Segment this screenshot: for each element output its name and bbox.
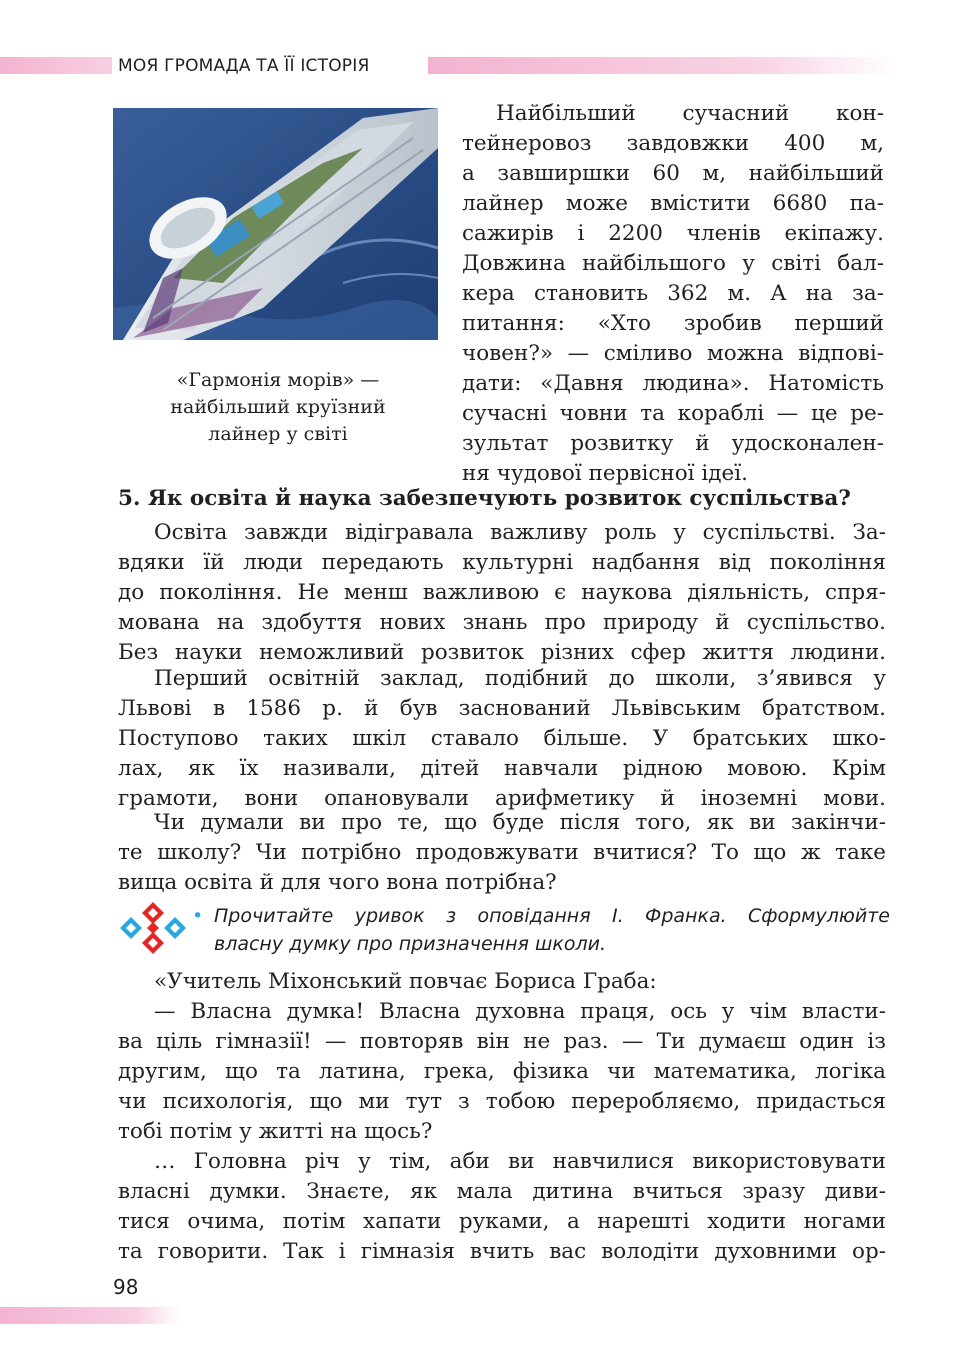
text-line: Перший освітній заклад, подібний до школи, з’явився у — [154, 666, 886, 691]
text-line: кера становить 362 м. А на за- — [462, 281, 884, 306]
text-line: дати: «Давня людина». Натомість — [462, 371, 884, 396]
text-line: вища освіта й для чого вона потрібна? — [118, 870, 557, 895]
text-line: сажирів і 2200 членів екіпажу. — [462, 221, 884, 246]
paragraph-education-role — [118, 518, 886, 668]
text-line: … Головна річ у тім, аби ви навчилися використовувати — [154, 1149, 886, 1174]
text-line: тейнеровоз завдовжки 400 м, — [462, 131, 884, 156]
text-line: грамоти, вони опановували арифметику й іноземні мови. — [118, 786, 886, 811]
running-header-title: МОЯ ГРОМАДА ТА ЇЇ ІСТОРІЯ — [118, 56, 370, 76]
text-line: Поступово таких шкіл ставало більше. У братських шко- — [118, 726, 886, 751]
section-heading: 5. Як освіта й наука забезпечують розвиток суспільства? — [118, 486, 851, 511]
text-line: до покоління. Не менш важливою є наукова діяльність, спря- — [118, 580, 886, 605]
footer-bar — [0, 1307, 180, 1324]
task-bullet: • — [192, 905, 204, 927]
text-line: чи психологія, що ми тут з тобою переробляємо, придасться — [118, 1089, 886, 1114]
text-line: а завширшки 60 м, найбільший — [462, 161, 884, 186]
text-line: сучасні човни та кораблі — це ре- — [462, 401, 884, 426]
text-line: власну думку про призначення школи. — [214, 933, 607, 955]
text-line: Довжина найбільшого у світі бал- — [462, 251, 884, 276]
caption-line: «Гармонія морів» — — [176, 369, 380, 391]
photo-caption — [118, 367, 438, 448]
page-number: 98 — [113, 1275, 139, 1299]
text-line: вдяки їй люди передають культурні надбання від покоління — [118, 550, 886, 575]
text-line: лах, як їх називали, дітей навчали рідною мовою. Крім — [118, 756, 886, 781]
paragraph-first-school — [118, 664, 886, 814]
text-line: та говорити. Так і гімназія вчить вас володіти духовними ор- — [118, 1239, 886, 1264]
text-line: те школу? Чи потрібно продовжувати вчитися? То що ж таке — [118, 840, 886, 865]
quote-franko — [118, 967, 886, 1267]
side-paragraph — [462, 99, 884, 489]
header-bar-left — [0, 57, 112, 74]
text-line: Чи думали ви про те, що буде після того, як ви закінчи- — [154, 810, 886, 835]
cruise-ship-photo — [113, 108, 438, 340]
text-line: «Учитель Міхонський повчає Бориса Граба: — [154, 969, 657, 994]
text-line: Освіта завжди відігравала важливу роль у суспільстві. За- — [154, 520, 886, 545]
text-line: Без науки неможливий розвиток різних сфер життя людини. — [118, 640, 886, 665]
red-blue-diamond-ornament-icon — [118, 900, 188, 956]
text-line: мована на здобуття нових знань про природу й суспільство. — [118, 610, 886, 635]
caption-line: лайнер у світі — [208, 423, 348, 445]
task-instruction — [192, 902, 890, 958]
caption-line: найбільший круїзний — [170, 396, 386, 418]
text-line: Прочитайте уривок з оповідання І. Франка. Сформулюйте — [214, 905, 890, 927]
text-line: другим, що та латина, грека, фізика чи математика, логіка — [118, 1059, 886, 1084]
text-line: Львові в 1586 р. й був заснований Львівським братством. — [118, 696, 886, 721]
text-line: питання: «Хто зробив перший — [462, 311, 884, 336]
text-line: Найбільший сучасний кон- — [496, 101, 884, 126]
text-line: власні думки. Знаєте, як мала дитина вчиться зразу диви- — [118, 1179, 886, 1204]
text-line: тобі потім у житті на щось? — [118, 1119, 433, 1144]
text-line: ня чудової первісної ідеї. — [462, 461, 748, 486]
text-line: лайнер може вмістити 6680 па- — [462, 191, 884, 216]
text-line: — Власна думка! Власна духовна праця, ось у чім власти- — [154, 999, 886, 1024]
text-line: човен?» — сміливо можна відпові- — [462, 341, 884, 366]
text-line: ва ціль гімназії! — повторяв він не раз. — Ти думаєш один із — [118, 1029, 886, 1054]
text-line: зультат розвитку й удосконален- — [462, 431, 884, 456]
header-bar-right — [428, 57, 898, 74]
paragraph-questions — [118, 808, 886, 898]
text-line: тися очима, потім хапати руками, а нарешті ходити ногами — [118, 1209, 886, 1234]
